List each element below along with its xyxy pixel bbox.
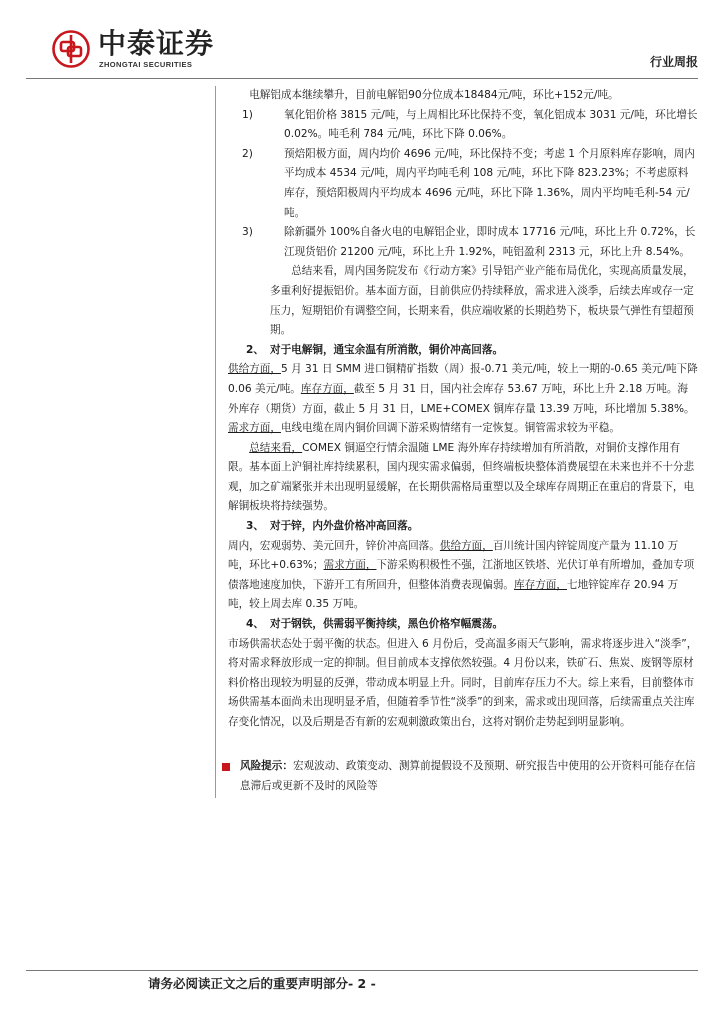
copper-summary-label: 总结来看， xyxy=(249,441,303,454)
steel-paragraph: 市场供需状态处于弱平衡的状态。但进入 6 月份后，受高温多雨天气影响，需求将逐步进入“淡季”，将对需求释放形成一定的抑制。但目前成本支撑依然较强。4 月份以来，铁矿石、焦炭、废钢等原材料价格出现较为明显的反弹，带动成本明显上升。同时，目前库存压力不大。综上来看，目前整体市场供需基本面尚未出现明显矛盾，但随着季节性“淡季”的到来，需求或出现回落，后续需重点关注库存变化情况，以及后期是否有新的宏观刺激政策出台，这将对钢价走势起到明显影响。 xyxy=(228,637,698,728)
disclaimer-notice: 请务必阅读正文之后的重要声明部分 xyxy=(148,976,349,991)
section-number: 4、 xyxy=(246,618,264,631)
alu-intro: 电解铝成本继续攀升，目前电解铝90分位成本18484元/吨，环比+152元/吨。 xyxy=(249,89,619,101)
copper-section-title xyxy=(246,341,698,361)
copper-demand-label: 需求方面， xyxy=(228,422,281,435)
risk-content xyxy=(240,757,698,796)
risk-warning xyxy=(222,757,698,796)
alu-summary: 总结来看，周内国务院发布《行动方案》引导铝产业产能布局优化，实现高质量发展，多重利好提振铝价。基本面方面，目前供应仍持续释放，需求进入淡季，后续去库或存一定压力，短期铝价有调整空间，长期来看，供应端收紧的长期趋势下，板块景气弹性有望超预期。 xyxy=(270,265,694,337)
alu-item-number: 1) xyxy=(242,108,253,121)
alu-item-text: 氧化铝价格 3815 元/吨，与上周相比环比保持不变，氧化铝成本 3031 元/吨，环比增长 0.02%。吨毛利 784 元/吨，环比下降 0.06%。 xyxy=(284,108,698,141)
section-title-text: 对于钢铁，供需弱平衡持续，黑色价格窄幅震荡。 xyxy=(270,618,504,631)
steel-section-title xyxy=(246,615,698,635)
copper-supply-text: 5 月 31 日 SMM 进口铜精矿指数（周）报-0.71 美元/吨，较上一期的-0.65 美元/吨下降 0.06 美元/吨。 xyxy=(228,363,698,395)
zhongtai-logo-icon xyxy=(52,30,90,68)
page-footer xyxy=(148,974,376,992)
copper-paragraph-2 xyxy=(228,439,698,517)
alu-item-text: 除新疆外 100%自备火电的电解铝企业，即时成本 17716 元/吨，环比上升 0.72%，长江现货铝价 21200 元/吨，环比上升 1.92%，吨铝盈利 2313 元，环比上升 8.54%。 xyxy=(284,226,696,258)
footer-divider xyxy=(26,970,698,971)
zinc-inventory-label: 库存方面， xyxy=(514,578,567,591)
copper-demand-text: 电线电缆在周内铜价回调下游采购情绪有一定恢复。铜管需求较为平稳。 xyxy=(280,422,620,435)
copper-summary-text: COMEX 铜逼空行情余温随 LME 海外库存持续增加有所消散，对铜价支撑作用有限。基本面上沪铜社库持续累积，国内现实需求偏弱，但终端板块整体消费展望在未来也并不十分悲观，加之矿端紧张并未出现明显缓解，在长期供需格局重塑以及全球库存周期正在重启的背景下，电解铜板块将持续强势。 xyxy=(228,441,695,513)
alu-item-number: 3) xyxy=(242,226,253,239)
section-number: 3、 xyxy=(246,520,264,533)
brand-name-en: ZHONGTAI SECURITIES xyxy=(99,60,193,69)
alu-item-3 xyxy=(242,223,698,262)
report-type: 行业周报 xyxy=(649,55,698,69)
report-body xyxy=(228,86,698,733)
margin-rule xyxy=(215,86,216,798)
copper-inventory-label: 库存方面， xyxy=(300,382,354,395)
section-title-text: 对于电解铜，通宝余温有所消散，铜价冲高回落。 xyxy=(270,343,504,356)
section-number: 2、 xyxy=(246,343,264,356)
risk-text: 宏观波动、政策变动、测算前提假设不及预期、研究报告中使用的公开资料可能存在信息滞后或更新不及时的风险等 xyxy=(240,760,696,792)
header-divider xyxy=(26,78,698,79)
zinc-demand-text: 下游采购积极性不强，江浙地区铁塔、光伏订单有所增加，叠加专项债落地速度加快，下游开工有所回升，但整体消费表现偏弱。 xyxy=(228,559,695,591)
risk-row xyxy=(222,757,698,796)
zinc-intro-text: 周内，宏观弱势、美元回升，锌价冲高回落。 xyxy=(228,539,440,552)
copper-paragraph-1 xyxy=(228,360,698,438)
alu-item-2 xyxy=(242,145,698,223)
section-title-text: 对于锌，内外盘价格冲高回落。 xyxy=(270,520,419,533)
zinc-section-title xyxy=(246,517,698,537)
square-bullet-icon xyxy=(222,763,230,771)
alu-item-1 xyxy=(242,106,698,145)
copper-supply-label: 供给方面， xyxy=(228,363,281,376)
brand-name-cn: 中泰证券 xyxy=(98,27,215,60)
zinc-inventory-text: 七地锌锭库存 20.94 万吨，较上周去库 0.35 万吨。 xyxy=(228,578,679,611)
page-number: - 2 - xyxy=(348,976,376,991)
alu-item-text: 预焙阳极方面，周内均价 4696 元/吨，环比保持不变；考虑 1 个月原料库存影响，周内平均成本 4534 元/吨，周内平均吨毛利 108 元/吨，环比下降 823.23%；不考虑原料库存，预焙阳极周内平均成本 4696 元/吨，环比下降 1.36%，周内平均吨毛利-54 元/吨。 xyxy=(284,147,695,219)
alu-item-number: 2) xyxy=(242,147,253,160)
zinc-paragraph xyxy=(228,537,698,615)
zinc-supply-label: 供给方面， xyxy=(439,539,493,552)
zinc-supply-text: 百川统计国内锌锭周度产量为 11.10 万吨，环比+0.63%； xyxy=(228,539,679,572)
page-header xyxy=(0,0,724,86)
copper-inventory-text: 截至 5 月 31 日，国内社会库存 53.67 万吨，环比上升 2.18 万吨。海外库存（期货）方面，截止 5 月 31 日，LME+COMEX 铜库存量 13.39 万吨，环比增加 5.38%。 xyxy=(228,382,695,415)
risk-label: 风险提示： xyxy=(240,760,293,772)
zinc-demand-label: 需求方面， xyxy=(323,559,377,572)
